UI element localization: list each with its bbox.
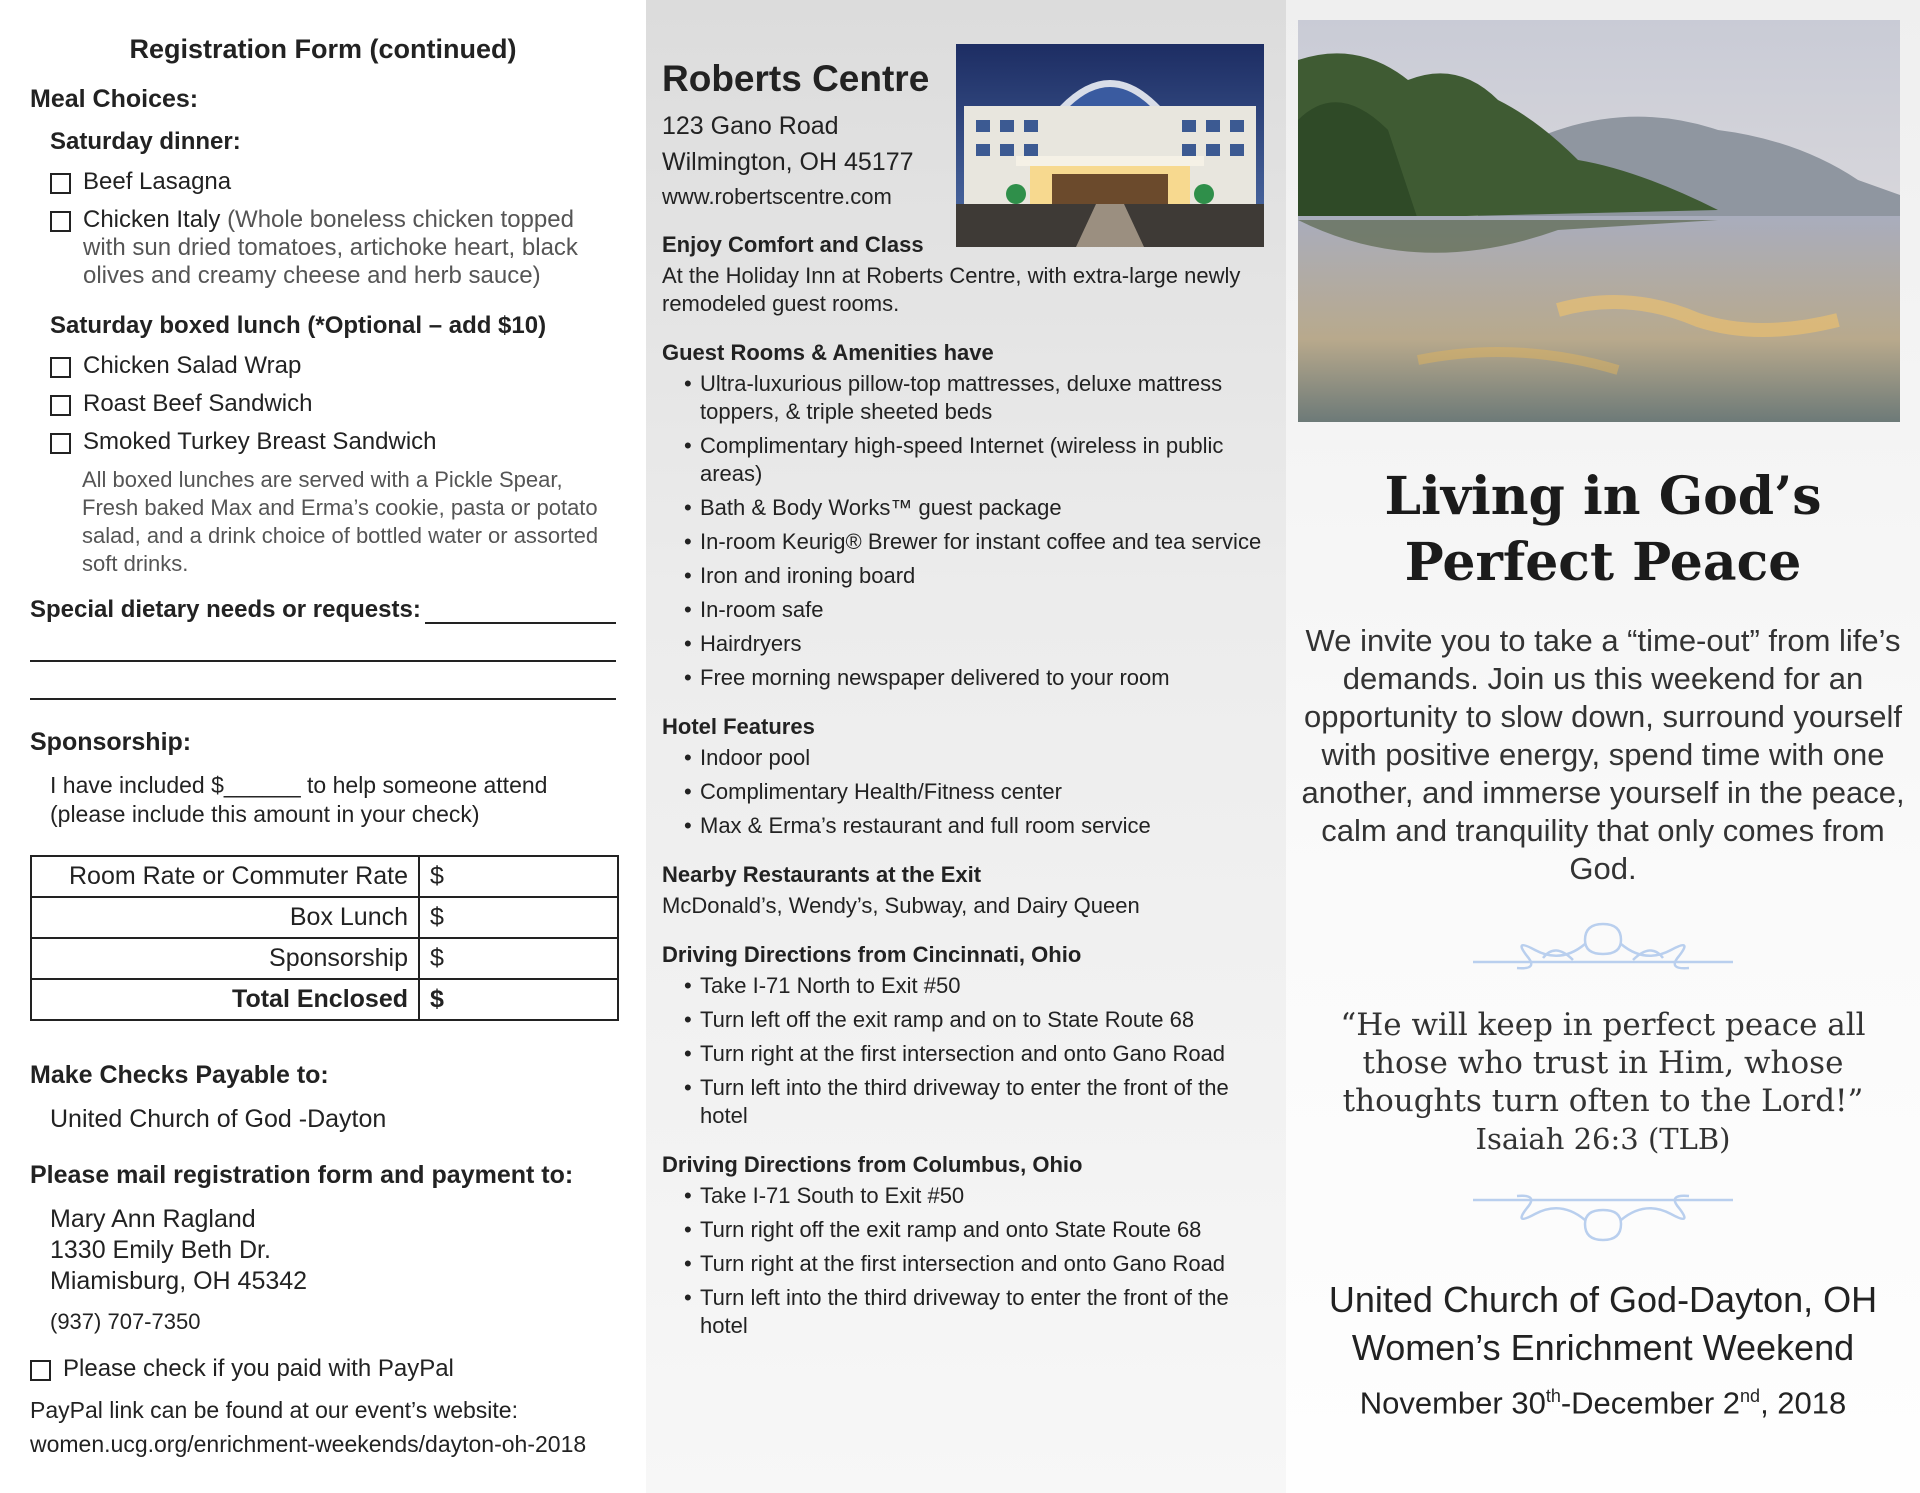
- list-item: • Bath & Body Works™ guest package: [684, 494, 1270, 522]
- rooms-heading: Guest Rooms & Amenities have: [662, 340, 994, 365]
- flourish-ornament-icon: [1473, 914, 1733, 984]
- table-row: [31, 897, 618, 938]
- list-item: • In-room Keurig® Brewer for instant coffee and tea service: [684, 528, 1270, 556]
- paypal-checkbox-row[interactable]: Please check if you paid with PayPal: [30, 1355, 616, 1383]
- amount-field[interactable]: $: [419, 856, 618, 897]
- list-item: • Take I-71 North to Exit #50: [684, 972, 1270, 1000]
- restaurants-text: McDonald’s, Wendy’s, Subway, and Dairy Queen: [662, 893, 1140, 918]
- cincinnati-directions: [662, 972, 1270, 1130]
- dietary-needs-field[interactable]: [30, 596, 616, 624]
- checks-heading: Make Checks Payable to:: [30, 1061, 329, 1089]
- paypal-line: PayPal link can be found at our event’s website:: [30, 1397, 518, 1423]
- checkbox[interactable]: [50, 357, 71, 378]
- list-item: • Complimentary high-speed Internet (wireless in public areas): [684, 432, 1270, 488]
- sponsorship-line: I have included $______ to help someone attend: [50, 772, 548, 798]
- invitation-text: We invite you to take a “time-out” from life’s demands. Join us this weekend for an opportunity to slow down, surround yourself with positive energy, spend time with one another, and immerse yourself in the peace, calm and tranquility that only comes from God.: [1301, 623, 1905, 886]
- flourish-ornament-icon: [1473, 1180, 1733, 1250]
- table-row-total: [31, 979, 618, 1020]
- venue-city: Wilmington, OH 45177: [662, 148, 914, 176]
- list-item: • Turn right off the exit ramp and onto State Route 68: [684, 1216, 1270, 1244]
- checkbox[interactable]: [50, 211, 71, 232]
- cover-panel: [1286, 0, 1920, 1493]
- dinner-heading: Saturday dinner:: [50, 128, 241, 155]
- registration-panel: [0, 0, 646, 1493]
- list-item: • Complimentary Health/Fitness center: [684, 778, 1270, 806]
- paypal-info: [30, 1393, 616, 1461]
- checks-payee: United Church of God -Dayton: [50, 1105, 387, 1133]
- row-label: Room Rate or Commuter Rate: [31, 856, 419, 897]
- row-label: Sponsorship: [31, 938, 419, 979]
- cincinnati-heading: Driving Directions from Cincinnati, Ohio: [662, 942, 1082, 967]
- lunch-option-chicken-salad-wrap[interactable]: Chicken Salad Wrap: [50, 352, 616, 380]
- list-item: • Iron and ironing board: [684, 562, 1270, 590]
- meal-choices-heading: Meal Choices:: [30, 85, 199, 113]
- list-item: • Turn left into the third driveway to enter the front of the hotel: [684, 1284, 1270, 1340]
- organizer-name: United Church of God-Dayton, OH: [1328, 1279, 1878, 1320]
- payment-totals-table: [30, 855, 619, 1021]
- checkbox[interactable]: [50, 395, 71, 416]
- rooms-list: [662, 370, 1270, 692]
- table-row: [31, 938, 618, 979]
- dinner-option-beef-lasagna[interactable]: Beef Lasagna: [50, 168, 616, 196]
- lunch-heading: Saturday boxed lunch (*Optional – add $10): [50, 312, 547, 339]
- option-label: Chicken Italy: [83, 206, 221, 233]
- sponsorship-heading: Sponsorship:: [30, 728, 192, 756]
- mail-address: [50, 1204, 616, 1297]
- lunch-option-roast-beef[interactable]: Roast Beef Sandwich: [50, 390, 616, 418]
- lake-photo: [1298, 20, 1900, 422]
- sponsorship-note: (please include this amount in your check): [50, 801, 480, 827]
- scripture-quote: “He will keep in perfect peace all those who trust in Him, whose thoughts turn often to the Lord!”: [1340, 1007, 1866, 1119]
- checkbox[interactable]: [50, 173, 71, 194]
- row-label: Total Enclosed: [31, 979, 419, 1020]
- checkbox[interactable]: [30, 1360, 51, 1381]
- list-item: • Turn left into the third driveway to enter the front of the hotel: [684, 1074, 1270, 1130]
- list-item: • Turn left off the exit ramp and on to State Route 68: [684, 1006, 1270, 1034]
- dietary-line-2[interactable]: [30, 660, 616, 662]
- lunch-note: All boxed lunches are served with a Pickle Spear, Fresh baked Max and Erma’s cookie, pasta or potato salad, and a drink choice of bottled water or assorted soft drinks.: [82, 467, 599, 576]
- table-row: [31, 856, 618, 897]
- mail-city: Miamisburg, OH 45342: [50, 1267, 308, 1295]
- dietary-line-3[interactable]: [30, 698, 616, 700]
- venue-street: 123 Gano Road: [662, 112, 839, 140]
- mail-street: 1330 Emily Beth Dr.: [50, 1236, 271, 1264]
- dinner-option-chicken-italy[interactable]: [50, 206, 616, 290]
- columbus-heading: Driving Directions from Columbus, Ohio: [662, 1152, 1083, 1177]
- title-line-1: Living in God’s: [1384, 466, 1822, 527]
- hotel-photo: [956, 44, 1264, 247]
- features-heading: Hotel Features: [662, 714, 815, 739]
- list-item: • Turn right at the first intersection and onto Gano Road: [684, 1250, 1270, 1278]
- option-description: (Whole boneless chicken topped with sun dried tomatoes, artichoke heart, black olives and creamy cheese and herb sauce): [83, 206, 578, 289]
- list-item: • Turn right at the first intersection and onto Gano Road: [684, 1040, 1270, 1068]
- scripture-reference: Isaiah 26:3 (TLB): [1475, 1122, 1731, 1156]
- comfort-heading: Enjoy Comfort and Class: [662, 232, 924, 257]
- venue-website[interactable]: www.robertscentre.com: [662, 184, 892, 209]
- checkbox[interactable]: [50, 433, 71, 454]
- amount-field[interactable]: $: [419, 938, 618, 979]
- event-dates: November 30th-December 2nd, 2018: [1359, 1385, 1847, 1421]
- venue-name: Roberts Centre: [662, 58, 930, 99]
- mail-name: Mary Ann Ragland: [50, 1205, 256, 1233]
- amount-field[interactable]: $: [419, 897, 618, 938]
- restaurants-heading: Nearby Restaurants at the Exit: [662, 862, 982, 887]
- list-item: • Max & Erma’s restaurant and full room service: [684, 812, 1270, 840]
- lunch-option-smoked-turkey[interactable]: Smoked Turkey Breast Sandwich: [50, 428, 616, 456]
- title-line-2: Perfect Peace: [1404, 532, 1802, 593]
- list-item: • Free morning newspaper delivered to your room: [684, 664, 1270, 692]
- event-title: [1298, 464, 1908, 596]
- mail-phone: (937) 707-7350: [50, 1309, 201, 1334]
- list-item: • Take I-71 South to Exit #50: [684, 1182, 1270, 1210]
- list-item: • Hairdryers: [684, 630, 1270, 658]
- paypal-url[interactable]: women.ucg.org/enrichment-weekends/dayton-oh-2018: [30, 1431, 587, 1457]
- dietary-blank[interactable]: [425, 596, 616, 624]
- list-item: • In-room safe: [684, 596, 1270, 624]
- amount-field[interactable]: $: [419, 979, 618, 1020]
- event-name: Women’s Enrichment Weekend: [1351, 1327, 1855, 1368]
- form-title: Registration Form (continued): [129, 34, 517, 64]
- row-label: Box Lunch: [31, 897, 419, 938]
- comfort-text: At the Holiday Inn at Roberts Centre, with extra-large newly remodeled guest rooms.: [662, 263, 1241, 316]
- features-list: [662, 744, 1270, 840]
- list-item: • Ultra-luxurious pillow-top mattresses, deluxe mattress toppers, & triple sheeted beds: [684, 370, 1270, 426]
- dietary-label: Special dietary needs or requests:: [30, 596, 421, 623]
- list-item: • Indoor pool: [684, 744, 1270, 772]
- mail-heading: Please mail registration form and payment to:: [30, 1161, 574, 1189]
- columbus-directions: [662, 1182, 1270, 1340]
